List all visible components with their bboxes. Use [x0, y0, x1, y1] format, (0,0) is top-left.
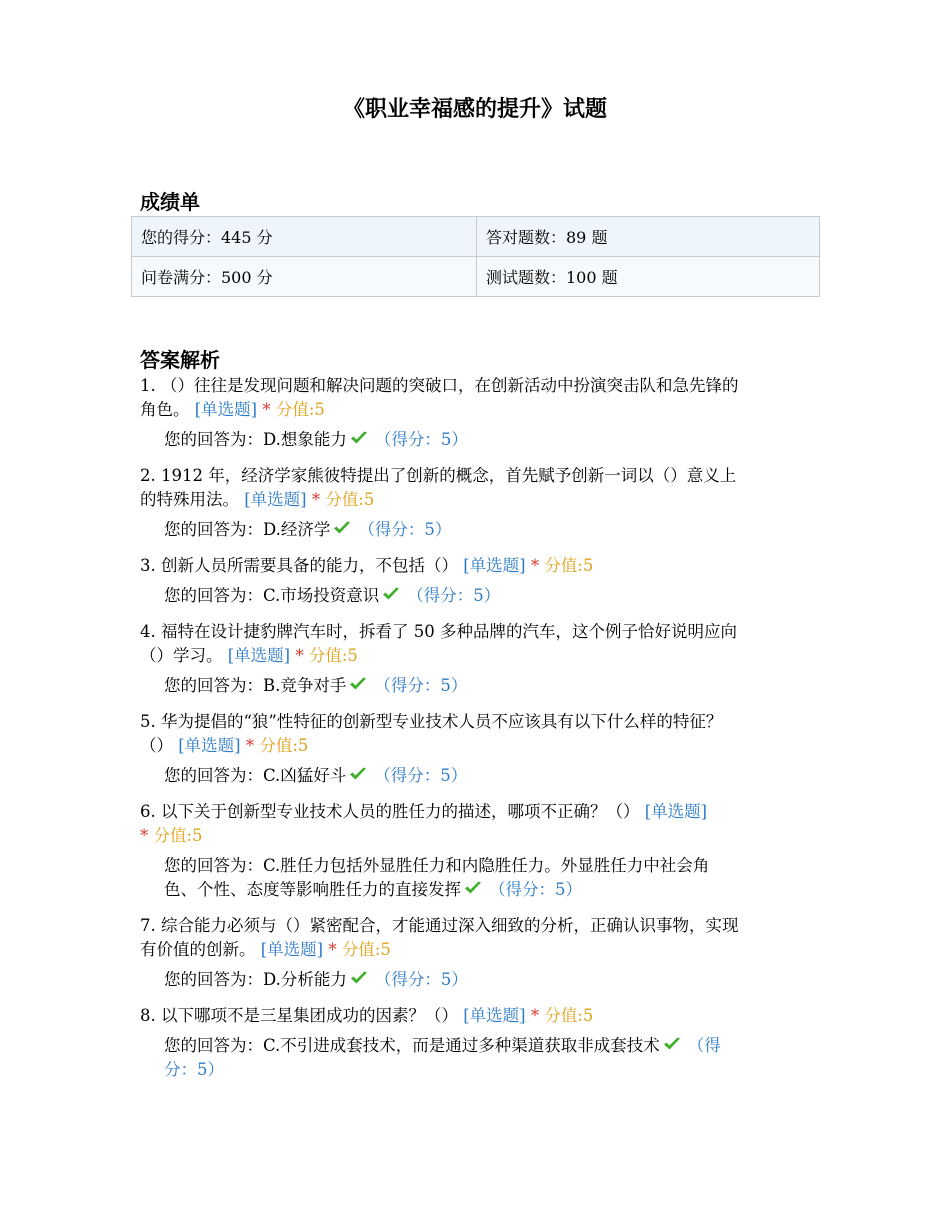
question-text: 有价值的创新。	[140, 940, 256, 959]
green-check-icon	[332, 520, 352, 536]
answer-text: D.想象能力	[263, 430, 347, 449]
question-number: 3.	[140, 556, 156, 575]
answer-3	[164, 584, 804, 608]
answer-text: C.胜任力包括外显胜任力和内隐胜任力。外显胜任力中社会角	[263, 856, 710, 875]
question-type-tag: [单选题]	[178, 736, 241, 755]
question-value: 分值:5	[341, 940, 391, 959]
answer-prefix: 您的回答为：	[164, 520, 263, 539]
answer-4	[164, 674, 804, 698]
green-check-icon	[463, 880, 483, 896]
full-score-cell: 问卷满分：500 分	[132, 257, 477, 297]
question-number: 4.	[140, 622, 156, 641]
answer-score: （得分：5）	[374, 430, 468, 449]
question-3	[140, 554, 820, 578]
question-text: 以下哪项不是三星集团成功的因素？（）	[161, 1006, 458, 1025]
analysis-heading: 答案解析	[140, 348, 220, 372]
answer-prefix: 您的回答为：	[164, 766, 263, 785]
answer-text: C.不引进成套技术，而是通过多种渠道获取非成套技术	[263, 1036, 660, 1055]
question-value: 分值:5	[544, 556, 594, 575]
score-cell: 您的得分：445 分	[132, 217, 477, 257]
question-number: 6.	[140, 802, 156, 821]
question-type-tag: [单选题]	[644, 802, 708, 821]
question-value: 分值:5	[259, 736, 309, 755]
question-number: 2.	[140, 466, 156, 485]
answer-text: D.分析能力	[263, 970, 347, 989]
required-mark: *	[295, 646, 304, 665]
page-title: 《职业幸福感的提升》试题	[342, 96, 607, 122]
answer-score: （得分：5）	[374, 766, 468, 785]
answer-text: C.凶猛好斗	[263, 766, 347, 785]
table-row	[132, 217, 820, 257]
correct-count-cell: 答对题数：89 题	[477, 217, 820, 257]
answer-prefix: 您的回答为：	[164, 586, 263, 605]
question-2	[140, 464, 820, 512]
question-number: 8.	[140, 1006, 156, 1025]
answer-score: （得分：5）	[407, 586, 501, 605]
question-value: 分值:5	[153, 826, 203, 845]
question-4	[140, 620, 820, 668]
question-type-tag: [单选题]	[463, 556, 526, 575]
answer-prefix: 您的回答为：	[164, 856, 263, 875]
green-check-icon	[662, 1036, 682, 1052]
required-mark: *	[530, 1006, 540, 1025]
answer-score: （得	[687, 1036, 721, 1055]
answer-prefix: 您的回答为：	[164, 430, 263, 449]
question-type-tag: [单选题]	[463, 1006, 526, 1025]
green-check-icon	[349, 430, 369, 446]
required-mark: *	[262, 400, 271, 419]
question-value: 分值:5	[308, 646, 358, 665]
question-number: 1.	[140, 376, 156, 395]
required-mark: *	[530, 556, 540, 575]
answer-score: （得分：5）	[374, 970, 468, 989]
answer-text: B.竞争对手	[263, 676, 347, 695]
answer-score: （得分：5）	[374, 676, 468, 695]
green-check-icon	[348, 766, 368, 782]
question-text: 综合能力必须与（）紧密配合，才能通过深入细致的分析，正确认识事物，实现	[161, 916, 739, 935]
question-text: 福特在设计捷豹牌汽车时，拆看了 50 多种品牌的汽车，这个例子恰好说明应向	[161, 622, 737, 641]
question-text: 创新人员所需要具备的能力，不包括（）	[161, 556, 458, 575]
question-type-tag: [单选题]	[194, 400, 258, 419]
table-row	[132, 257, 820, 297]
green-check-icon	[381, 586, 401, 602]
question-text: 以下关于创新型专业技术人员的胜任力的描述，哪项不正确？（）	[161, 802, 640, 821]
question-5	[140, 710, 820, 758]
question-value: 分值:5	[544, 1006, 594, 1025]
question-text: 1912 年，经济学家熊彼特提出了创新的概念，首先赋予创新一词以（）意义上	[161, 466, 737, 485]
question-text: 华为提倡的“狼”性特征的创新型专业技术人员不应该具有以下什么样的特征？	[161, 712, 723, 731]
required-mark: *	[311, 490, 321, 509]
score-table	[131, 216, 820, 297]
answer-1	[164, 428, 804, 452]
answer-5	[164, 764, 804, 788]
question-text: （）学习。	[140, 646, 223, 665]
answer-6	[164, 854, 804, 902]
answer-score: （得分：5）	[358, 520, 452, 539]
required-mark: *	[328, 940, 337, 959]
required-mark: *	[245, 736, 255, 755]
question-text: （）往往是发现问题和解决问题的突破口，在创新活动中扮演突击队和急先锋的	[161, 376, 739, 395]
green-check-icon	[349, 970, 369, 986]
answer-text: C.市场投资意识	[263, 586, 380, 605]
answer-7	[164, 968, 804, 992]
question-8	[140, 1004, 820, 1028]
required-mark: *	[140, 826, 149, 845]
question-text: 角色。	[140, 400, 190, 419]
answer-score: 分：5）	[164, 1060, 224, 1079]
question-6	[140, 800, 820, 848]
answer-prefix: 您的回答为：	[164, 970, 263, 989]
question-7	[140, 914, 820, 962]
question-type-tag: [单选题]	[227, 646, 291, 665]
answer-2	[164, 518, 804, 542]
question-value: 分值:5	[325, 490, 375, 509]
answer-text: 色、个性、态度等影响胜任力的直接发挥	[164, 880, 461, 899]
report-heading: 成绩单	[140, 190, 200, 214]
question-1	[140, 374, 820, 422]
question-type-tag: [单选题]	[244, 490, 307, 509]
question-number: 5.	[140, 712, 156, 731]
answer-text: D.经济学	[263, 520, 331, 539]
answer-prefix: 您的回答为：	[164, 1036, 263, 1055]
question-number: 7.	[140, 916, 156, 935]
answer-score: （得分：5）	[489, 880, 582, 899]
answer-8	[164, 1034, 804, 1082]
answer-prefix: 您的回答为：	[164, 676, 263, 695]
question-text: （）	[140, 736, 173, 755]
total-count-cell: 测试题数：100 题	[477, 257, 820, 297]
question-text: 的特殊用法。	[140, 490, 239, 509]
question-type-tag: [单选题]	[260, 940, 324, 959]
green-check-icon	[348, 676, 368, 692]
question-value: 分值:5	[275, 400, 325, 419]
